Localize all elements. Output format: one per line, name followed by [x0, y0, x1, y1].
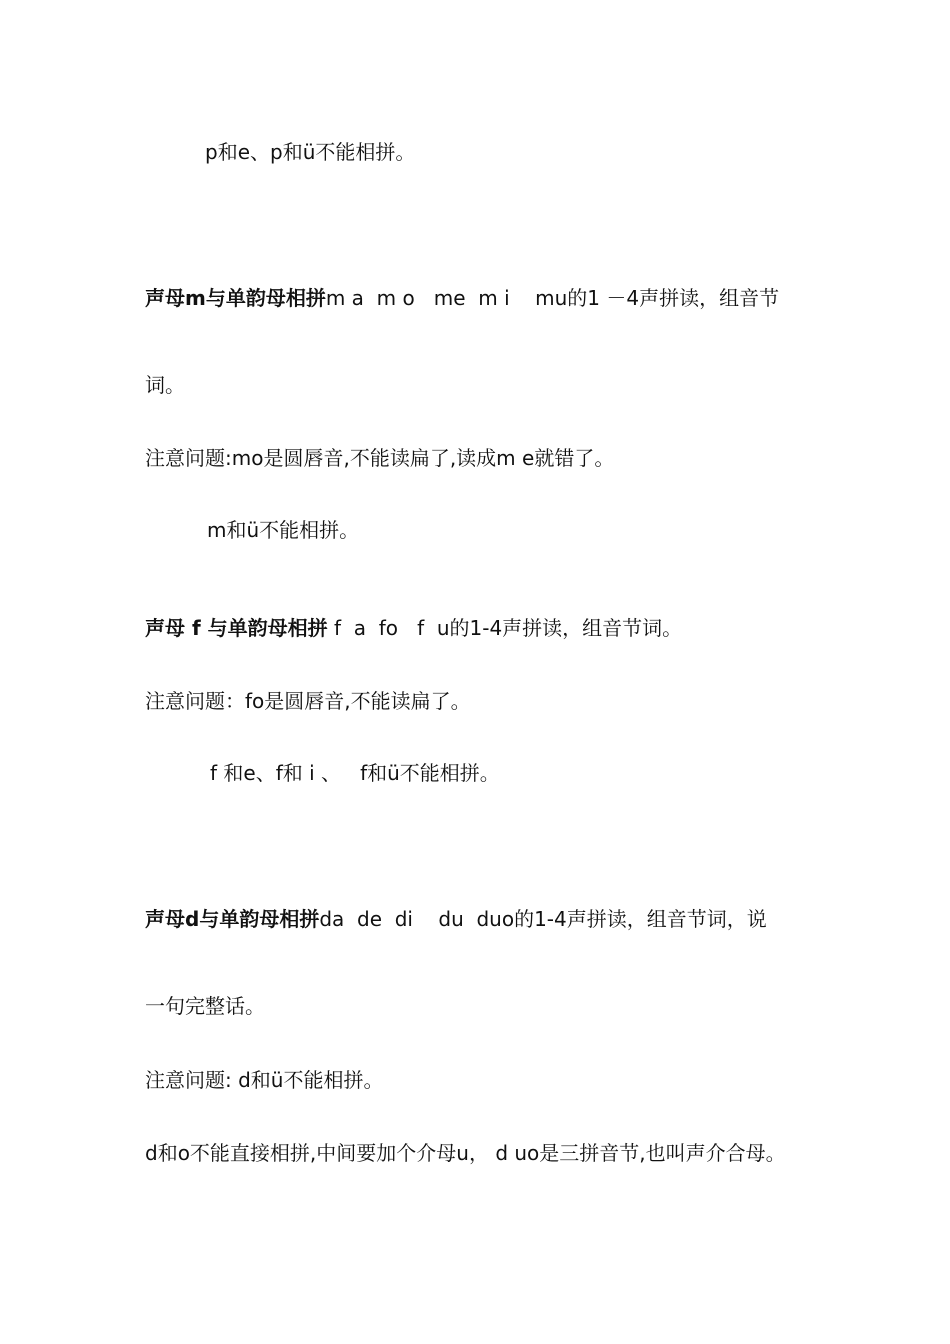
heading-text: m a m o me m i mu的1 －4声拼读，组音节 — [325, 286, 780, 310]
note-line — [145, 1068, 383, 1092]
line-text: 注意问题:mo是圆唇音,不能读扁了,读成m e就错了。 — [145, 446, 615, 470]
text-line — [207, 518, 359, 542]
section-heading-f — [145, 616, 682, 640]
heading-bold: 声母d与单韵母相拼 — [145, 907, 320, 931]
text-line — [145, 994, 265, 1018]
line-text: 词。 — [145, 373, 185, 397]
text-line — [210, 761, 500, 785]
heading-bold: 声母m与单韵母相拼 — [145, 286, 326, 310]
section-heading-d — [145, 907, 767, 931]
line-text: d和o不能直接相拼,中间要加个介母u， d uo是三拼音节,也叫声介合母。 — [145, 1141, 786, 1165]
note-line — [145, 689, 471, 713]
heading-text: f a fo f u的1-4声拼读，组音节词。 — [327, 616, 683, 640]
line-text: 注意问题：fo是圆唇音,不能读扁了。 — [145, 689, 471, 713]
section-heading-m — [145, 286, 779, 310]
heading-text: da de di du duo的1-4声拼读，组音节词，说 — [319, 907, 767, 931]
line-text: m和ü不能相拼。 — [207, 518, 360, 542]
note-line — [145, 446, 614, 470]
line-text: p和e、p和ü不能相拼。 — [205, 140, 416, 164]
heading-bold: 声母 f 与单韵母相拼 — [145, 616, 328, 640]
line-text: 一句完整话。 — [145, 994, 265, 1018]
line-text: f 和e、f和 i 、 f和ü不能相拼。 — [210, 761, 500, 785]
text-line — [205, 140, 415, 164]
text-line — [145, 1141, 786, 1165]
text-line — [145, 373, 185, 397]
line-text: 注意问题: d和ü不能相拼。 — [145, 1068, 384, 1092]
